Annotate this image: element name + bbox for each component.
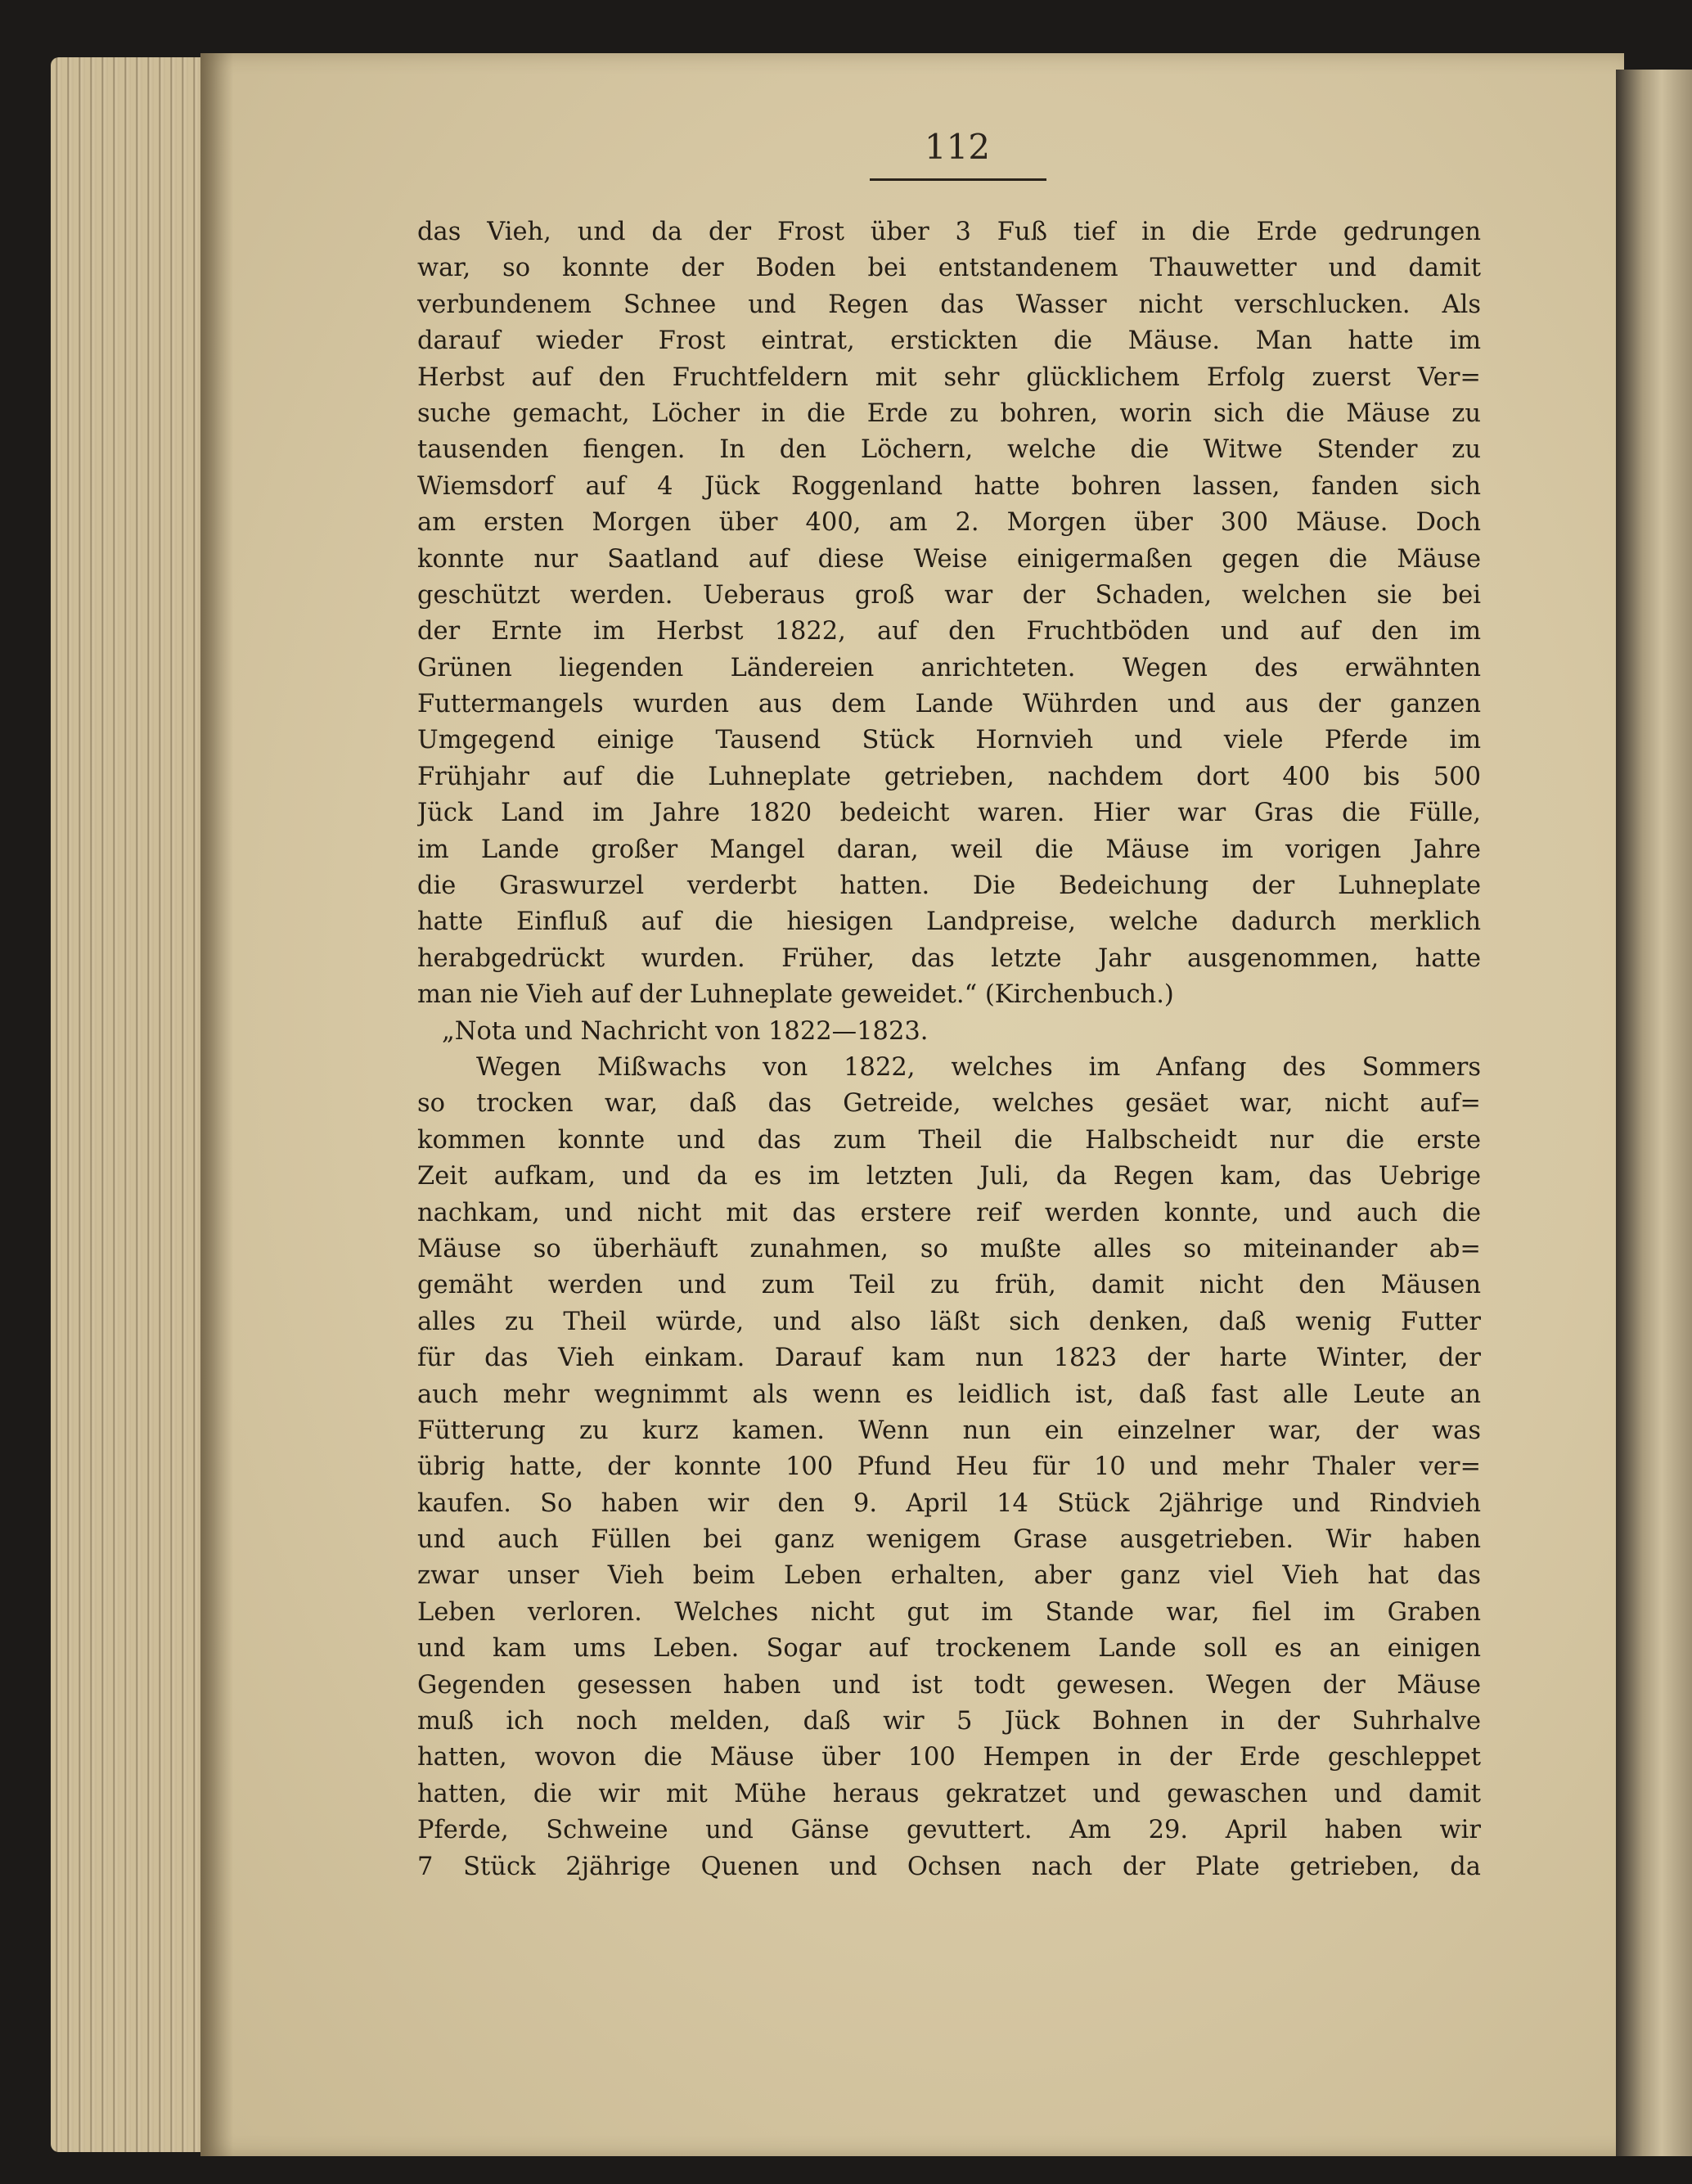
text-line: Frühjahr auf die Luhneplate getrieben, nachdem dort 400 bis 500 xyxy=(417,762,1481,791)
text-line: Jück Land im Jahre 1820 bedeicht waren. Hier war Gras die Fülle, xyxy=(417,799,1481,828)
text-line: hatten, wovon die Mäuse über 100 Hempen in der Erde geschleppet xyxy=(417,1743,1481,1772)
text-line: Pferde, Schweine und Gänse gevuttert. Am 29. April haben wir xyxy=(417,1816,1481,1845)
text-line: zwar unser Vieh beim Leben erhalten, aber ganz viel Vieh hat das xyxy=(417,1561,1481,1591)
text-line: kommen konnte und das zum Theil die Halbscheidt nur die erste xyxy=(417,1125,1481,1155)
text-line: Futtermangels wurden aus dem Lande Wührden und aus der ganzen xyxy=(417,690,1481,719)
text-line: und kam ums Leben. Sogar auf trockenem Lande soll es an einigen xyxy=(417,1634,1481,1664)
text-line: Zeit aufkam, und da es im letzten Juli, da Regen kam, das Uebrige xyxy=(417,1162,1481,1191)
text-line: 7 Stück 2jährige Quenen und Ochsen nach der Plate getrieben, da xyxy=(417,1852,1481,1881)
header-rule xyxy=(870,178,1046,181)
text-line: am ersten Morgen über 400, am 2. Morgen über 300 Mäuse. Doch xyxy=(417,508,1481,538)
text-line: war, so konnte der Boden bei entstandenem Thauwetter und damit xyxy=(417,254,1481,283)
text-line: übrig hatte, der konnte 100 Pfund Heu für 10 und mehr Thaler ver= xyxy=(417,1452,1481,1482)
page-stack-edge xyxy=(51,57,214,2152)
gutter-shadow xyxy=(200,53,233,2156)
facing-page-edge xyxy=(1616,70,1692,2156)
text-line: konnte nur Saatland auf diese Weise einigermaßen gegen die Mäuse xyxy=(417,544,1481,574)
text-line: Umgegend einige Tausend Stück Hornvieh und viele Pferde im xyxy=(417,726,1481,755)
page-number: 112 xyxy=(924,127,991,167)
text-line: Wiemsdorf auf 4 Jück Roggenland hatte bohren lassen, fanden sich xyxy=(417,471,1481,501)
text-line: hatten, die wir mit Mühe heraus gekratzet und gewaschen und damit xyxy=(417,1779,1481,1808)
text-line: nachkam, und nicht mit das erstere reif werden konnte, und auch die xyxy=(417,1198,1481,1227)
text-line: alles zu Theil würde, und also läßt sich denken, daß wenig Futter xyxy=(417,1307,1481,1336)
text-line: tausenden fiengen. In den Löchern, welche die Witwe Stender zu xyxy=(417,435,1481,465)
text-line: Leben verloren. Welches nicht gut im Stande war, fiel im Graben xyxy=(417,1597,1481,1627)
text-line: gemäht werden und zum Teil zu früh, damit nicht den Mäusen xyxy=(417,1271,1481,1300)
text-line: und auch Füllen bei ganz wenigem Grase ausgetrieben. Wir haben xyxy=(417,1525,1481,1555)
text-line: der Ernte im Herbst 1822, auf den Fruchtböden und auf den im xyxy=(417,617,1481,646)
text-line: Wegen Mißwachs von 1822, welches im Anfang des Sommers xyxy=(476,1052,1481,1082)
text-line: muß ich noch melden, daß wir 5 Jück Bohnen in der Suhrhalve xyxy=(417,1707,1481,1736)
text-line: Grünen liegenden Ländereien anrichteten. Wegen des erwähnten xyxy=(417,653,1481,682)
text-line: so trocken war, daß das Getreide, welches gesäet war, nicht auf= xyxy=(417,1089,1481,1119)
text-line: kaufen. So haben wir den 9. April 14 Stück 2jährige und Rindvieh xyxy=(417,1488,1481,1518)
text-line: Mäuse so überhäuft zunahmen, so mußte alles so miteinander ab= xyxy=(417,1234,1481,1263)
text-line: herabgedrückt wurden. Früher, das letzte Jahr ausgenommen, hatte xyxy=(417,943,1481,973)
text-line: verbundenem Schnee und Regen das Wasser nicht verschlucken. Als xyxy=(417,290,1481,319)
text-line: suche gemacht, Löcher in die Erde zu bohren, worin sich die Mäuse zu xyxy=(417,399,1481,428)
text-line: hatte Einfluß auf die hiesigen Landpreise, welche dadurch merklich xyxy=(417,907,1481,937)
text-line: Herbst auf den Fruchtfeldern mit sehr glücklichem Erfolg zuerst Ver= xyxy=(417,362,1481,392)
text-line: die Graswurzel verderbt hatten. Die Bedeichung der Luhneplate xyxy=(417,871,1481,901)
text-line: für das Vieh einkam. Darauf kam nun 1823 der harte Winter, der xyxy=(417,1344,1481,1373)
text-line: Gegenden gesessen haben und ist todt gewesen. Wegen der Mäuse xyxy=(417,1670,1481,1700)
text-line: das Vieh, und da der Frost über 3 Fuß tief in die Erde gedrungen xyxy=(417,218,1481,246)
body-text xyxy=(417,214,1481,1885)
text-line: man nie Vieh auf der Luhneplate geweidet.“ (Kirchenbuch.) xyxy=(417,980,1174,1010)
section-heading: „Nota und Nachricht von 1822—1823. xyxy=(442,1016,929,1046)
text-line: Fütterung zu kurz kamen. Wenn nun ein einzelner war, der was xyxy=(417,1416,1481,1445)
text-line: im Lande großer Mangel daran, weil die Mäuse im vorigen Jahre xyxy=(417,835,1481,864)
text-line: geschützt werden. Ueberaus groß war der Schaden, welchen sie bei xyxy=(417,580,1481,610)
text-line: darauf wieder Frost eintrat, erstickten die Mäuse. Man hatte im xyxy=(417,326,1481,356)
text-line: auch mehr wegnimmt als wenn es leidlich ist, daß fast alle Leute an xyxy=(417,1380,1481,1409)
